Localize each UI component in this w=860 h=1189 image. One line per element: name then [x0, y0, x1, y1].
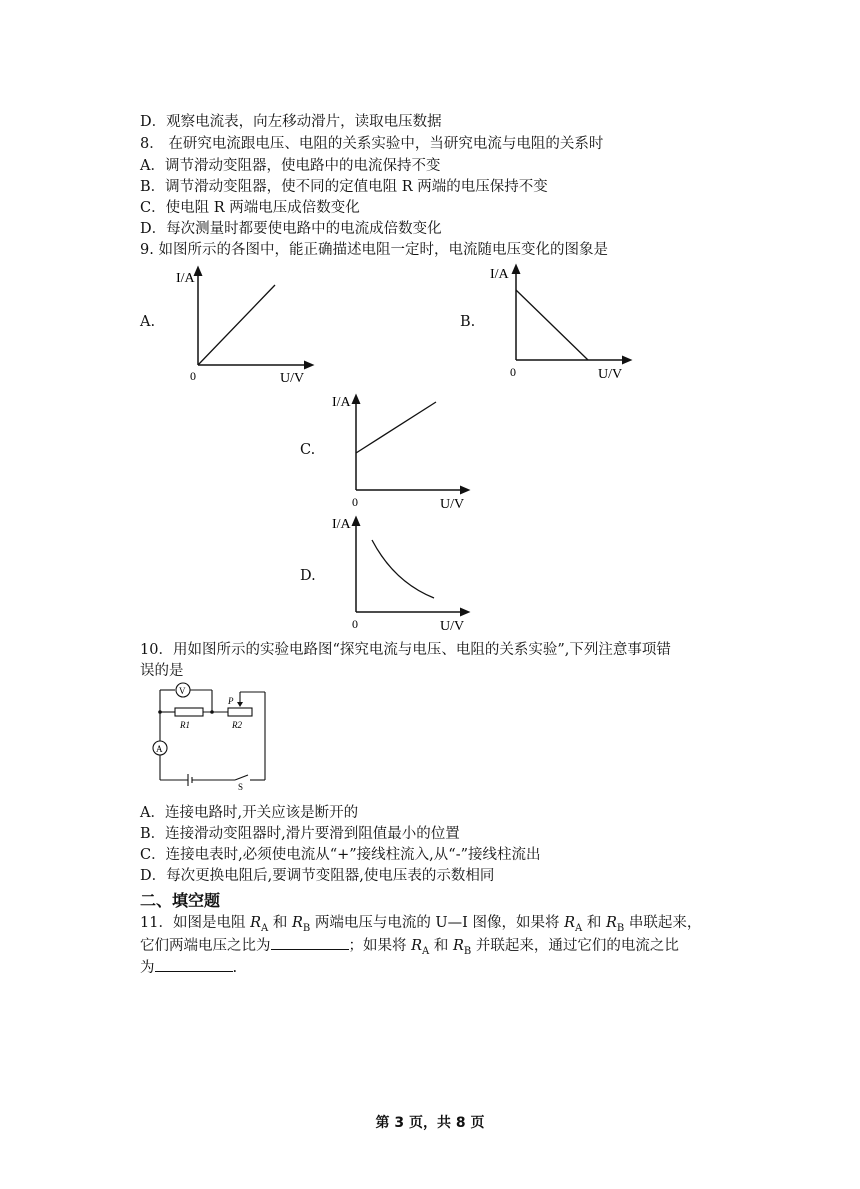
q9-graph-d-yaxis: I/A — [332, 517, 351, 532]
voltmeter-label: V — [179, 686, 186, 696]
q11-line1: 11．如图是电阻 $R_A$ 和 $R_B$ 两端电压与电流的 U—I 图像，如果将 $R_A$ 和 $R_B$ 串联起来， — [140, 915, 702, 934]
q9-graph-c-origin: 0 — [352, 495, 358, 509]
switch-label: S — [238, 782, 244, 792]
q10-stem-line2: 误的是 — [140, 663, 184, 679]
q7-option-d: D．观察电流表，向左移动滑片，读取电压数据 — [140, 114, 442, 130]
q9-graph-c-label: C. — [300, 442, 316, 458]
ammeter-label: A — [156, 744, 163, 754]
q9-graph-a-yaxis: I/A — [176, 271, 195, 286]
q8-option-a: A．调节滑动变阻器，使电路中的电流保持不变 — [140, 158, 441, 174]
q9-graph-a-label: A. — [140, 314, 156, 330]
q9-graph-b-label: B. — [460, 314, 476, 330]
q9-graph-a — [176, 260, 320, 386]
page-footer: 第 3 页，共 8 页 — [375, 1115, 485, 1131]
q10-stem-line1: 10．用如图所示的实验电路图“探究电流与电压、电阻的关系实验”,下列注意事项错 — [140, 642, 671, 658]
q9-graph-c — [332, 388, 472, 513]
q8-option-d: D．每次测量时都要使电路中的电流成倍数变化 — [140, 221, 442, 237]
r1-label: R1 — [180, 720, 190, 730]
q11-blank-1[interactable] — [271, 935, 349, 950]
slider-label: P — [228, 696, 234, 706]
q11-blank-2[interactable] — [155, 957, 233, 972]
q10-circuit-diagram — [150, 680, 275, 790]
q9-graph-c-xaxis: U/V — [440, 497, 465, 512]
q11-line2: 它们两端电压之比为 ；如果将 $R_A$ 和 $R_B$ 并联起来，通过它们的电流之比 — [140, 935, 679, 962]
q10-option-d: D．每次更换电阻后,要调节变阻器,使电压表的示数相同 — [140, 868, 495, 884]
q9-graph-b-origin: 0 — [510, 365, 516, 379]
q9-graph-d — [332, 512, 472, 637]
q9-graph-d-xaxis: U/V — [440, 619, 465, 634]
q9-graph-d-origin: 0 — [352, 617, 358, 631]
q9-graph-b-xaxis: U/V — [598, 367, 623, 382]
section-title: 二、填空题 — [140, 891, 221, 910]
q10-option-c: C．连接电表时,必须使电流从“+”接线柱流入,从“-”接线柱流出 — [140, 847, 541, 863]
q8-option-b: B．调节滑动变阻器，使不同的定值电阻 R 两端的电压保持不变 — [140, 179, 548, 195]
q9-stem: 9. 如图所示的各图中，能正确描述电阻一定时，电流随电压变化的图象是 — [140, 242, 608, 258]
q11-line3: 为 . — [140, 957, 237, 978]
q9-graph-d-label: D. — [300, 568, 316, 584]
q8-option-c: C．使电阻 R 两端电压成倍数变化 — [140, 200, 360, 216]
q9-graph-a-xaxis: U/V — [280, 371, 305, 386]
r2-label: R2 — [232, 720, 242, 730]
q9-graph-b — [490, 258, 640, 383]
q10-option-b: B．连接滑动变阻器时,滑片要滑到阻值最小的位置 — [140, 826, 460, 842]
q9-graph-a-origin: 0 — [190, 369, 196, 383]
q10-option-a: A．连接电路时,开关应该是断开的 — [140, 805, 359, 821]
q9-graph-c-yaxis: I/A — [332, 395, 351, 410]
q9-graph-b-yaxis: I/A — [490, 267, 509, 282]
q8-stem: 8． 在研究电流跟电压、电阻的关系实验中，当研究电流与电阻的关系时 — [140, 136, 604, 152]
